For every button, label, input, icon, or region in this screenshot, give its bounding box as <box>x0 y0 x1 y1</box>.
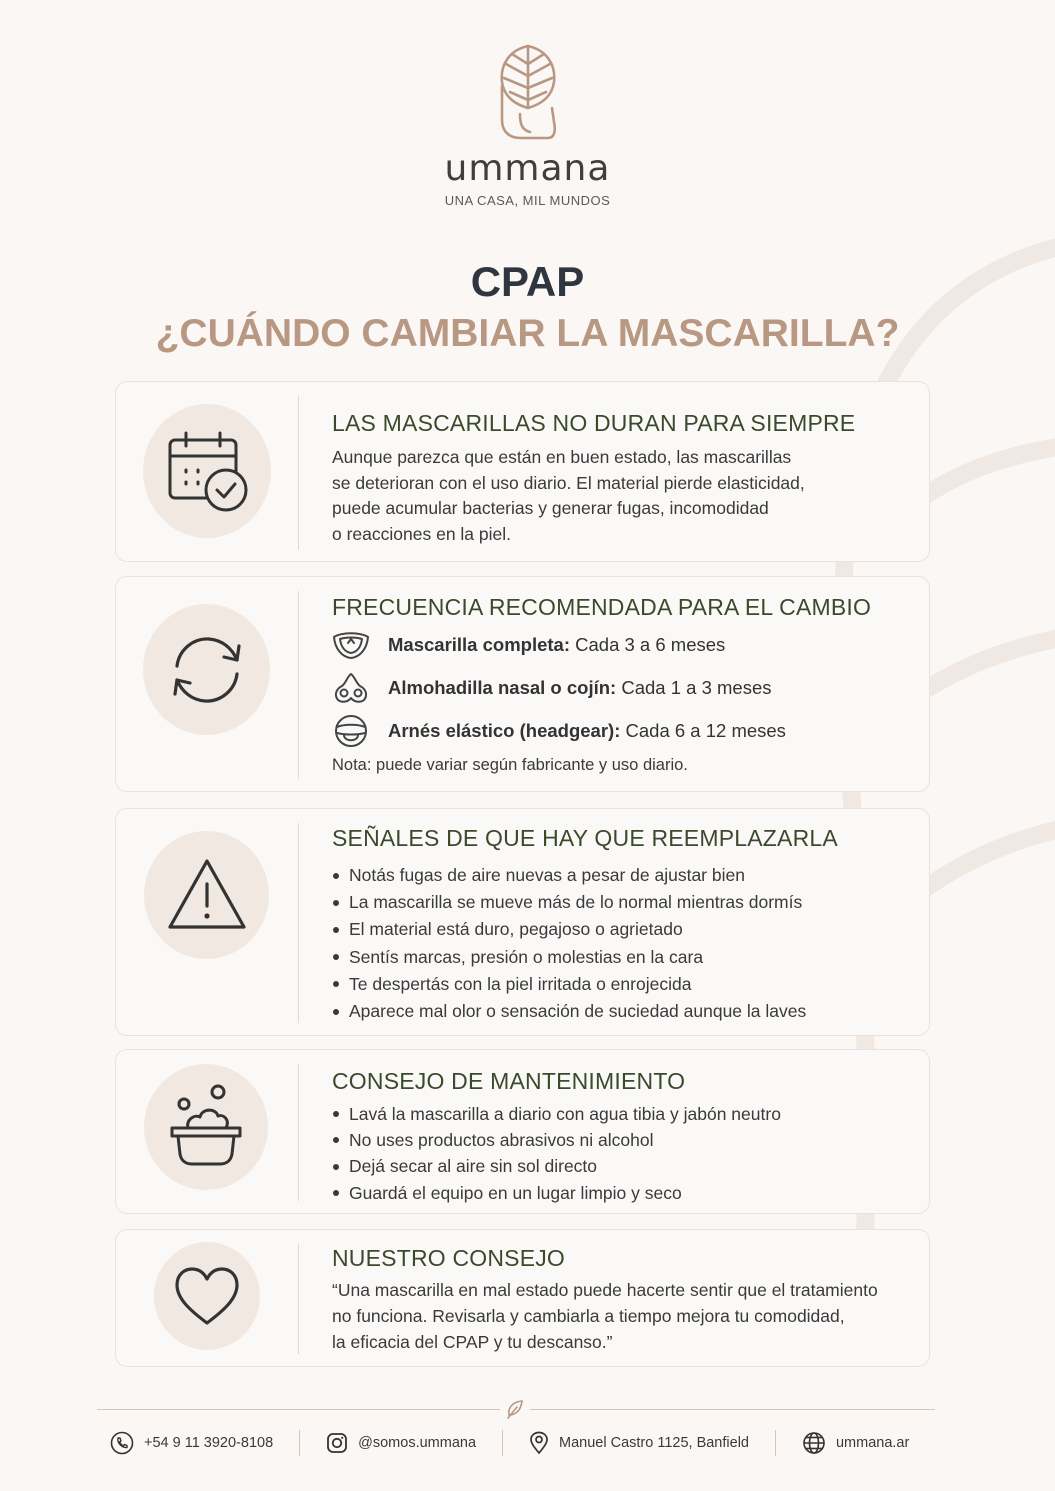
card-title: NUESTRO CONSEJO <box>332 1245 566 1271</box>
text-line: no funciona. Revisarla y cambiarla a tiempo mejora tu comodidad, <box>332 1306 845 1326</box>
footer-leaf-icon <box>500 1397 530 1421</box>
location-pin-icon <box>529 1431 549 1455</box>
frequency-value: Cada 1 a 3 meses <box>621 676 772 698</box>
text-line: o reacciones en la piel. <box>332 523 511 544</box>
card-divider <box>298 823 299 1023</box>
footer <box>110 1428 930 1458</box>
ummana-logo-icon <box>496 42 560 142</box>
text-line: Aunque parezca que están en buen estado, las mascarillas <box>332 447 792 467</box>
text-line: se deterioran con el uso diario. El material pierde elasticidad, <box>332 472 805 493</box>
footer-separator <box>502 1430 503 1456</box>
website-text: ummana.ar <box>835 1435 910 1451</box>
frequency-value: Cada 3 a 6 meses <box>575 633 726 655</box>
maintenance-list <box>332 1101 909 1206</box>
phone-text: +54 9 11 3920-8108 <box>144 1435 274 1451</box>
icon-circle <box>143 604 270 735</box>
page-title: CPAP <box>470 258 585 305</box>
list-item: Notás fugas de aire nuevas a pesar de ajustar bien <box>332 862 909 889</box>
footer-instagram[interactable] <box>326 1432 476 1454</box>
headgear-icon <box>332 713 370 749</box>
globe-icon <box>802 1431 826 1455</box>
frequency-item <box>332 666 909 709</box>
frequency-value: Cada 6 a 12 meses <box>625 719 786 741</box>
list-item: No uses productos abrasivos ni alcohol <box>332 1127 909 1153</box>
list-item: La mascarilla se mueve más de lo normal mientras dormís <box>332 889 909 916</box>
frequency-label: Arnés elástico (headgear): <box>388 719 621 741</box>
footer-website[interactable] <box>802 1431 909 1455</box>
list-item: Guardá el equipo en un lugar limpio y seco <box>332 1180 909 1206</box>
header <box>0 42 1055 208</box>
footer-address[interactable] <box>529 1431 749 1455</box>
card-text <box>332 1277 909 1355</box>
text-line: la eficacia del CPAP y tu descanso.” <box>332 1332 613 1352</box>
nasal-pillow-icon <box>332 671 370 705</box>
card-maintenance <box>115 1049 930 1214</box>
card-text <box>332 445 909 547</box>
list-item: Lavá la mascarilla a diario con agua tibia y jabón neutro <box>332 1101 909 1127</box>
address-text: Manuel Castro 1125, Banfield <box>559 1435 749 1451</box>
page-subtitle: ¿CUÁNDO CAMBIAR LA MASCARILLA? <box>155 312 900 355</box>
instagram-icon <box>326 1432 348 1454</box>
card-title: FRECUENCIA RECOMENDADA PARA EL CAMBIO <box>332 594 872 620</box>
card-duration <box>115 381 930 562</box>
icon-circle <box>154 1242 260 1350</box>
icon-circle <box>144 831 269 959</box>
calendar-check-icon <box>164 428 250 514</box>
icon-circle <box>144 1064 268 1190</box>
phone-icon <box>110 1431 134 1455</box>
footer-separator <box>299 1430 300 1456</box>
icon-circle <box>143 404 271 538</box>
list-item: Te despertás con la piel irritada o enrojecida <box>332 971 909 998</box>
leaf-icon <box>506 1399 524 1419</box>
list-item: Aparece mal olor o sensación de suciedad aunque la laves <box>332 998 909 1025</box>
wash-basin-icon <box>166 1084 246 1170</box>
frequency-label: Mascarilla completa: <box>388 633 570 655</box>
card-divider <box>298 591 299 779</box>
card-divider <box>298 1064 299 1201</box>
card-divider <box>298 1244 299 1354</box>
instagram-text: @somos.ummana <box>358 1435 477 1451</box>
refresh-icon <box>167 630 247 710</box>
heart-icon <box>173 1265 241 1327</box>
warning-icon <box>165 856 249 934</box>
card-advice <box>115 1229 930 1367</box>
text-line: puede acumular bacterias y generar fugas, incomodidad <box>332 498 769 518</box>
footer-phone[interactable] <box>110 1431 273 1455</box>
card-title: SEÑALES DE QUE HAY QUE REEMPLAZARLA <box>332 825 838 851</box>
frequency-note: Nota: puede variar según fabricante y uso diario. <box>332 756 688 774</box>
brand-tagline: UNA CASA, MIL MUNDOS <box>444 193 611 208</box>
text-line: “Una mascarilla en mal estado puede hacerte sentir que el tratamiento <box>332 1280 878 1300</box>
brand-name: ummana <box>444 148 611 189</box>
card-title: LAS MASCARILLAS NO DURAN PARA SIEMPRE <box>332 410 856 436</box>
frequency-item <box>332 709 909 752</box>
full-mask-icon <box>332 629 370 661</box>
list-item: Sentís marcas, presión o molestias en la cara <box>332 944 909 971</box>
card-frequency <box>115 576 930 792</box>
footer-separator <box>775 1430 776 1456</box>
card-divider <box>298 396 299 550</box>
card-title: CONSEJO DE MANTENIMIENTO <box>332 1068 686 1094</box>
frequency-label: Almohadilla nasal o cojín: <box>388 676 617 698</box>
list-item: Dejá secar al aire sin sol directo <box>332 1153 909 1179</box>
signs-list <box>332 862 909 1025</box>
card-signs <box>115 808 930 1036</box>
list-item: El material está duro, pegajoso o agrietado <box>332 916 909 943</box>
frequency-item <box>332 623 909 666</box>
